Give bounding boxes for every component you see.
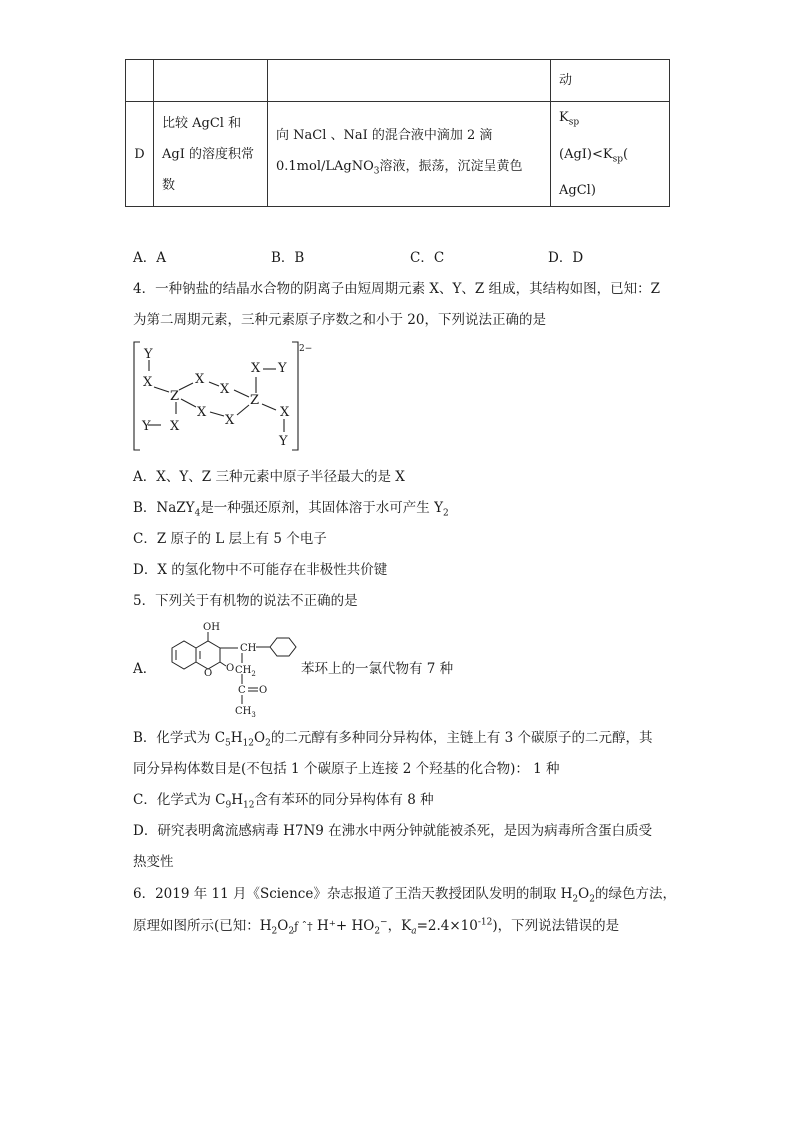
atom-label: X <box>220 382 230 397</box>
operation-line: 0.1mol/LAgNO$_3$溶液，振荡，沉淀呈黄色 <box>276 159 523 177</box>
atom-label: Y <box>144 347 153 362</box>
anion-structure-diagram <box>130 338 320 454</box>
q3-option-d: D．D <box>548 250 584 266</box>
q3-option-c: C．C <box>410 250 445 266</box>
atom-label: Y <box>279 434 288 449</box>
q6-stem-line-1: 6．2019 年 11 月《Science》杂志报道了王浩天教授团队发明的制取 $H_2O_2$的绿色方法， <box>133 886 676 905</box>
q4-option-a: A．X、Y、Z 三种元素中原子半径最大的是 X <box>133 469 405 485</box>
label-oh: OH <box>203 622 220 633</box>
conclusion-cell <box>551 102 670 207</box>
operation-cell <box>268 102 551 207</box>
conclusion-line: $(AgI)<K_{sp}$( AgCl) <box>559 146 629 199</box>
atom-label: X <box>251 361 261 376</box>
label-ring-o: O <box>204 668 213 679</box>
q6-stem-line-2: 原理如图所示(已知：$H_2O_2ƒ$ ˆ† $H^++ HO_2^-$，$K_a=2.4\times 10^{-12}$)，下列说法错误的是 <box>133 917 620 937</box>
purpose-cell <box>154 102 268 207</box>
q4-option-c: C．Z 原子的 L 层上有 5 个电子 <box>133 531 327 547</box>
conclusion-line: $K_{sp}$ <box>559 110 580 128</box>
coumarin-structure-diagram <box>160 618 300 718</box>
options-table <box>125 59 670 207</box>
q5-option-d-line-2: 热变性 <box>133 854 174 870</box>
q4-option-d: D．X 的氢化物中不可能存在非极性共价键 <box>133 562 388 578</box>
q5-option-b-line-1: B．化学式为 $C_5H_{12}O_2$的二元醇有多种同分异构体，主链上有 3 个碳原子的二元醇，其 <box>133 730 653 749</box>
operation-line: 向 NaCl 、NaI 的混合液中滴加 2 滴 <box>276 128 493 144</box>
q5-option-d-line-1: D．研究表明禽流感病毒 H7N9 在沸水中两分钟就能被杀死，是因为病毒所含蛋白质受 <box>133 823 653 839</box>
q5-option-a-text: 苯环上的一氯代物有 7 种 <box>301 661 454 677</box>
q5-option-a-label: A． <box>133 661 157 677</box>
ion-charge: 2− <box>299 344 313 354</box>
atom-label: X <box>170 419 180 434</box>
table-row <box>126 102 670 207</box>
atom-label: X <box>225 413 235 428</box>
atom-label: X <box>197 405 207 420</box>
atom-label: Y <box>278 361 287 376</box>
q4-stem-line-2: 为第二周期元素，三种元素原子序数之和小于 20，下列说法正确的是 <box>133 312 546 328</box>
q5-option-b-line-2: 同分异构体数目是(不包括 1 个碳原子上连接 2 个羟基的化合物)： 1 种 <box>133 761 560 777</box>
atom-label: Y <box>142 419 151 434</box>
row-letter: D <box>134 146 145 162</box>
table-cell <box>268 60 551 102</box>
phenyl-ring <box>270 638 296 656</box>
atom-label: X <box>143 375 153 390</box>
q3-option-a: A．A <box>133 250 166 266</box>
atom-label: Z <box>170 389 180 404</box>
q5-option-c: C．化学式为 $C_9H_{12}$含有苯环的同分异构体有 8 种 <box>133 792 434 811</box>
table-cell <box>154 60 268 102</box>
purpose-line: 比较 AgCl 和 <box>162 115 242 131</box>
label-ch: CH <box>240 643 257 654</box>
table-cell <box>126 60 154 102</box>
label-ch2: $CH_2$ <box>235 665 256 678</box>
q4-option-b: B．NaZY$_4$是一种强还原剂，其固体溶于水可产生 $Y_2$ <box>133 500 449 519</box>
purpose-line: 数 <box>162 177 176 193</box>
atom-label: X <box>280 405 290 420</box>
row-letter-cell <box>126 102 154 207</box>
q3-option-b: B．B <box>271 250 305 266</box>
cell-text: 动 <box>559 73 573 88</box>
table-cell <box>551 60 670 102</box>
purpose-line: AgI 的溶度积常 <box>162 146 254 162</box>
label-c: C <box>238 685 246 696</box>
left-bracket <box>134 342 140 450</box>
right-bracket <box>292 342 298 450</box>
equilibrium-arrow: ƒ ˆ† <box>294 920 313 933</box>
label-ch3: $CH_3$ <box>235 706 256 718</box>
table-row <box>126 60 670 102</box>
label-ketone-o: O <box>259 685 268 696</box>
label-carbonyl-o: O <box>226 663 235 674</box>
q4-stem-line-1: 4．一种钠盐的结晶水合物的阴离子由短周期元素 X、Y、Z 组成，其结构如图，已知：Z <box>133 281 660 297</box>
q5-stem: 5．下列关于有机物的说法不正确的是 <box>133 593 358 609</box>
atom-label: Z <box>250 393 260 408</box>
atom-label: X <box>195 372 205 387</box>
